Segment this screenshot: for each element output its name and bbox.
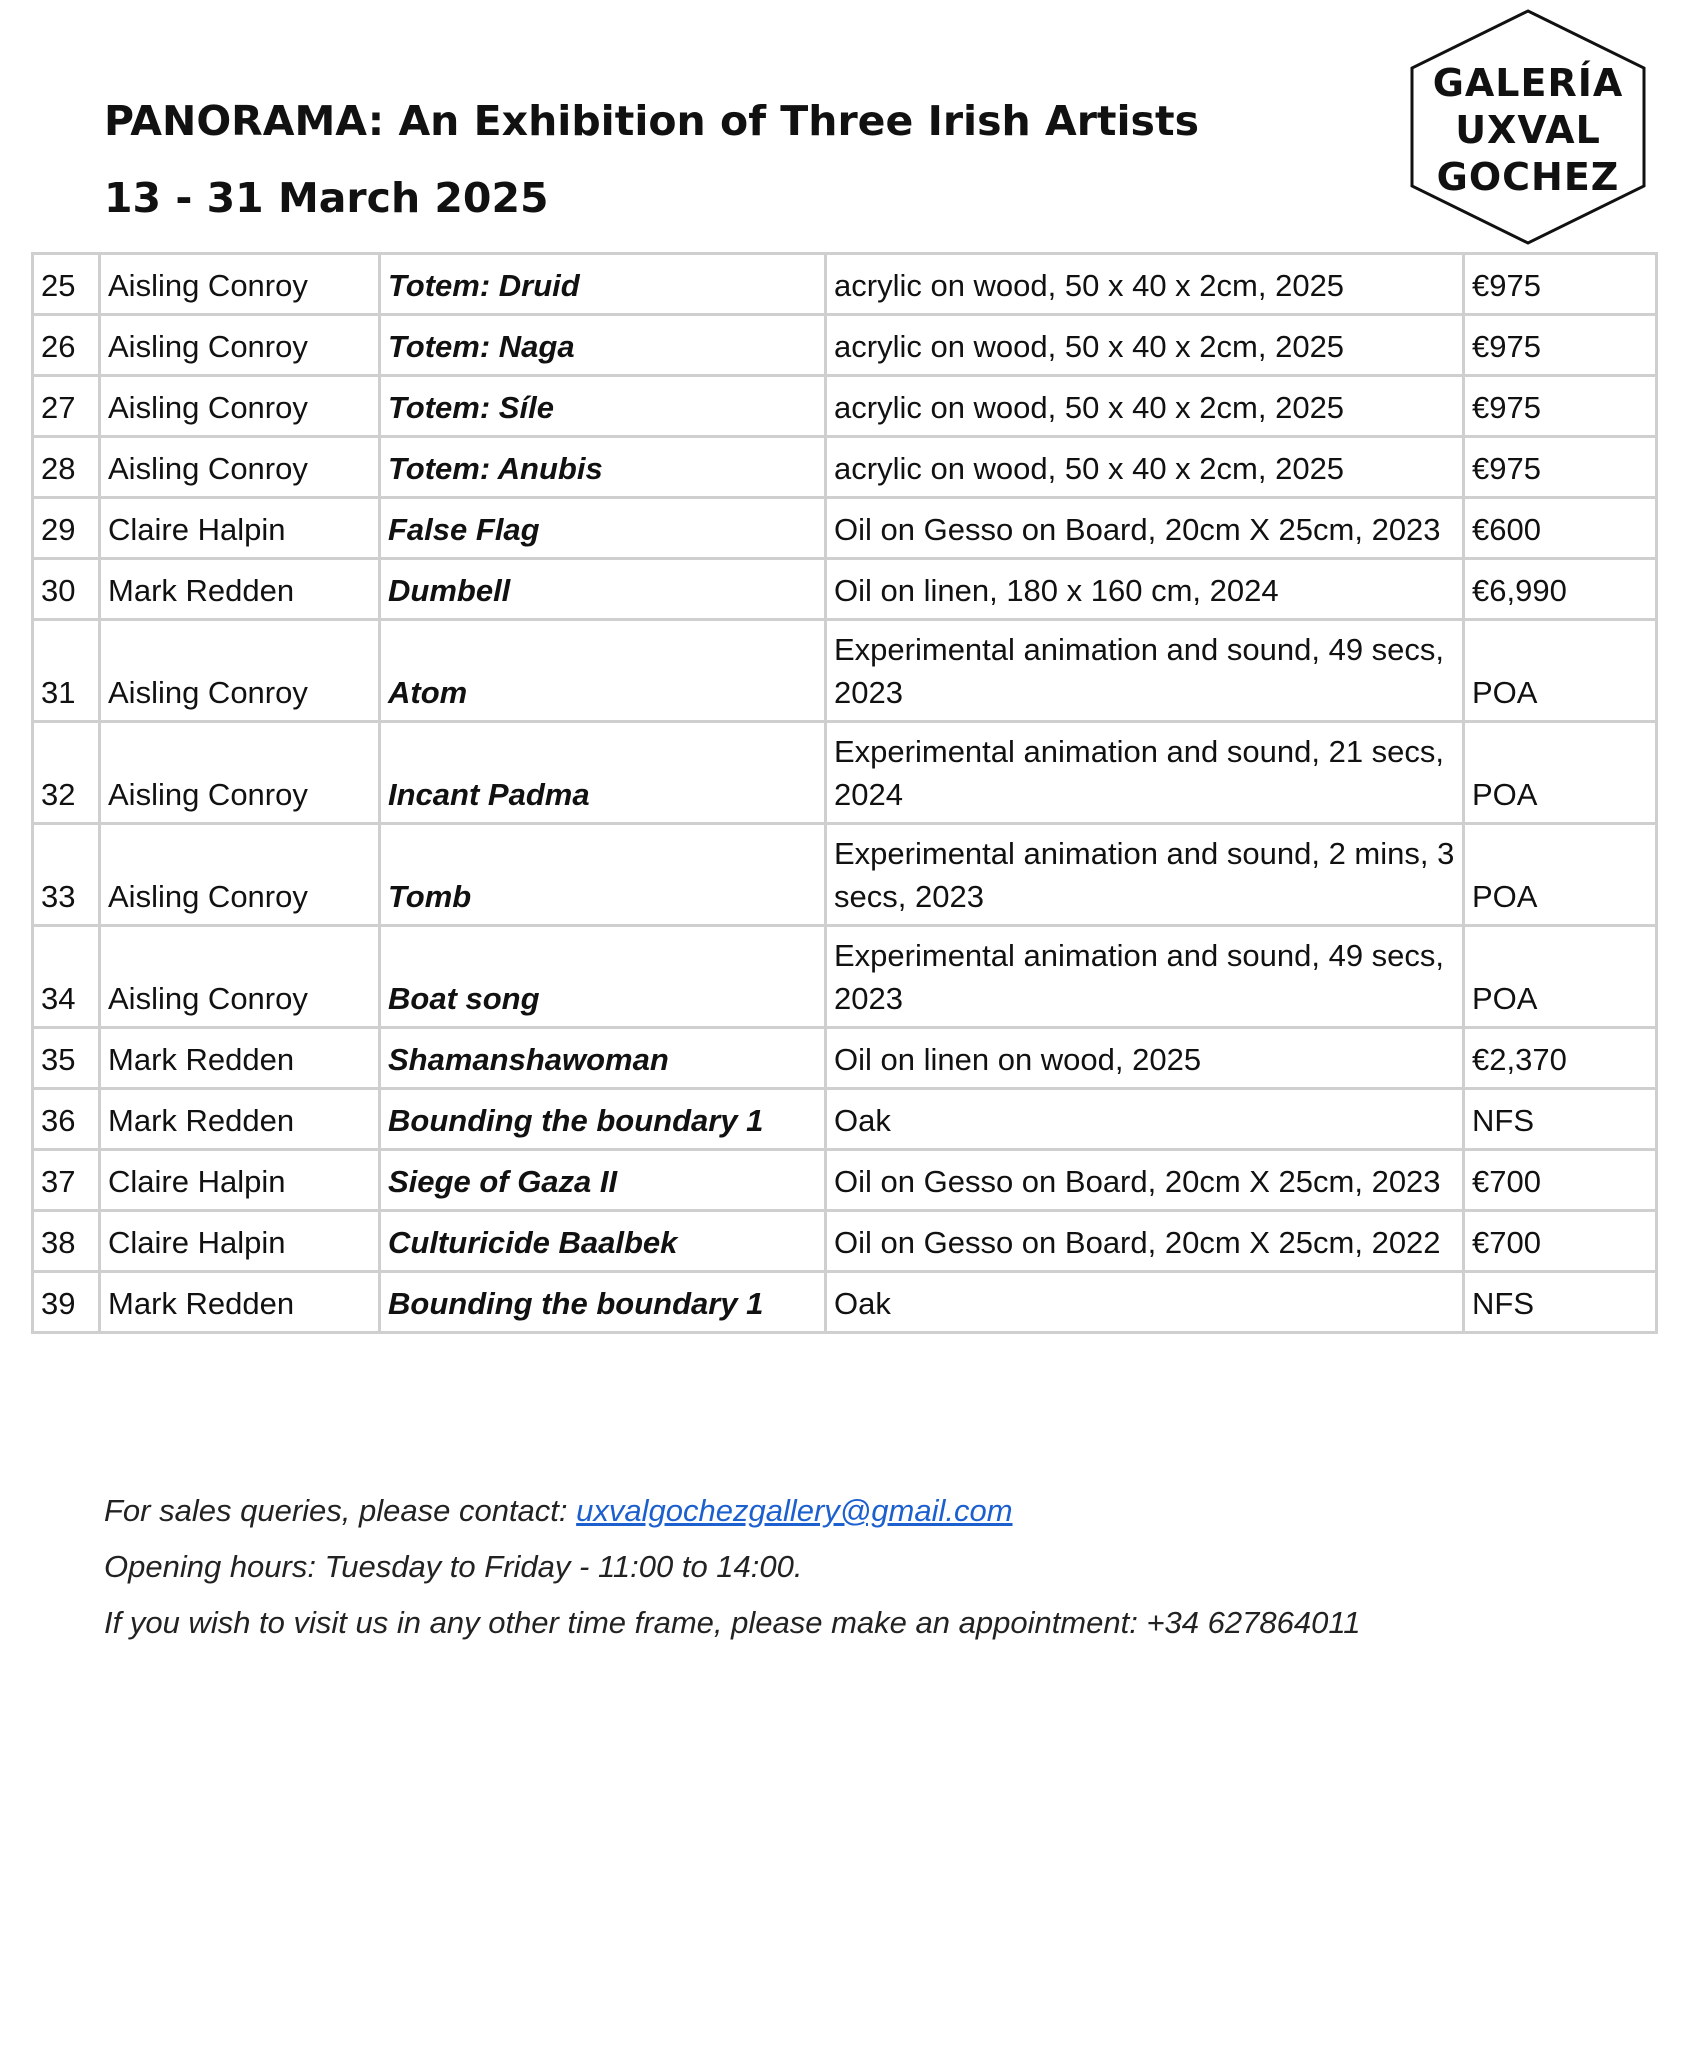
cell-title: Totem: Síle — [380, 376, 826, 437]
cell-artist: Aisling Conroy — [100, 620, 380, 722]
sales-contact — [104, 1483, 1361, 1539]
cell-title: Bounding the boundary 1 — [380, 1272, 826, 1333]
cell-number: 32 — [33, 722, 100, 824]
cell-number: 33 — [33, 824, 100, 926]
table-row — [33, 1028, 1657, 1089]
table-row — [33, 926, 1657, 1028]
appointment-note: If you wish to visit us in any other time frame, please make an appointment: +34 627864011 — [104, 1605, 1361, 1640]
cell-number: 25 — [33, 254, 100, 315]
cell-title: Totem: Druid — [380, 254, 826, 315]
cell-title: Dumbell — [380, 559, 826, 620]
cell-title: Totem: Naga — [380, 315, 826, 376]
cell-medium: Oil on Gesso on Board, 20cm X 25cm, 2023 — [826, 1150, 1464, 1211]
cell-price: €6,990 — [1464, 559, 1657, 620]
cell-number: 30 — [33, 559, 100, 620]
cell-title: Atom — [380, 620, 826, 722]
footer-notes — [104, 1483, 1361, 1651]
cell-price: €975 — [1464, 254, 1657, 315]
cell-price: POA — [1464, 620, 1657, 722]
cell-price: POA — [1464, 722, 1657, 824]
cell-medium: acrylic on wood, 50 x 40 x 2cm, 2025 — [826, 315, 1464, 376]
cell-medium: Experimental animation and sound, 2 mins, 3 secs, 2023 — [826, 824, 1464, 926]
cell-artist: Claire Halpin — [100, 1150, 380, 1211]
cell-artist: Aisling Conroy — [100, 376, 380, 437]
cell-price: €700 — [1464, 1150, 1657, 1211]
cell-artist: Mark Redden — [100, 1028, 380, 1089]
opening-hours: Opening hours: Tuesday to Friday - 11:00 to 14:00. — [104, 1549, 803, 1584]
cell-price: €975 — [1464, 437, 1657, 498]
artworks-table — [31, 252, 1658, 1334]
cell-price: €600 — [1464, 498, 1657, 559]
table-row — [33, 559, 1657, 620]
table-row — [33, 1150, 1657, 1211]
cell-price: €975 — [1464, 315, 1657, 376]
table-row — [33, 1089, 1657, 1150]
cell-number: 39 — [33, 1272, 100, 1333]
cell-number: 29 — [33, 498, 100, 559]
logo-line-3: GOCHEZ — [1436, 155, 1620, 199]
cell-medium: Oil on Gesso on Board, 20cm X 25cm, 2022 — [826, 1211, 1464, 1272]
cell-price: NFS — [1464, 1272, 1657, 1333]
cell-medium: Experimental animation and sound, 49 secs, 2023 — [826, 620, 1464, 722]
cell-number: 35 — [33, 1028, 100, 1089]
cell-artist: Aisling Conroy — [100, 722, 380, 824]
cell-medium: Oak — [826, 1089, 1464, 1150]
cell-medium: acrylic on wood, 50 x 40 x 2cm, 2025 — [826, 376, 1464, 437]
cell-title: Tomb — [380, 824, 826, 926]
cell-title: Culturicide Baalbek — [380, 1211, 826, 1272]
cell-number: 37 — [33, 1150, 100, 1211]
cell-medium: Oak — [826, 1272, 1464, 1333]
cell-artist: Aisling Conroy — [100, 824, 380, 926]
cell-artist: Claire Halpin — [100, 1211, 380, 1272]
table-row — [33, 254, 1657, 315]
table-row — [33, 824, 1657, 926]
cell-number: 36 — [33, 1089, 100, 1150]
cell-medium: Oil on linen, 180 x 160 cm, 2024 — [826, 559, 1464, 620]
cell-artist: Aisling Conroy — [100, 254, 380, 315]
table-row — [33, 376, 1657, 437]
cell-medium: acrylic on wood, 50 x 40 x 2cm, 2025 — [826, 437, 1464, 498]
logo-line-1: GALERÍA — [1432, 61, 1624, 105]
cell-medium: Oil on Gesso on Board, 20cm X 25cm, 2023 — [826, 498, 1464, 559]
cell-title: Totem: Anubis — [380, 437, 826, 498]
cell-artist: Mark Redden — [100, 559, 380, 620]
logo-line-2: UXVAL — [1455, 108, 1601, 152]
table-row — [33, 1211, 1657, 1272]
cell-artist: Claire Halpin — [100, 498, 380, 559]
cell-price: NFS — [1464, 1089, 1657, 1150]
table-row — [33, 498, 1657, 559]
cell-medium: Experimental animation and sound, 21 secs, 2024 — [826, 722, 1464, 824]
sales-prefix: For sales queries, please contact: — [104, 1493, 577, 1528]
cell-number: 38 — [33, 1211, 100, 1272]
email-link[interactable]: uxvalgochezgallery@gmail.com — [576, 1493, 1013, 1528]
cell-price: POA — [1464, 824, 1657, 926]
cell-title: Shamanshawoman — [380, 1028, 826, 1089]
cell-medium: Oil on linen on wood, 2025 — [826, 1028, 1464, 1089]
table-row — [33, 620, 1657, 722]
cell-number: 28 — [33, 437, 100, 498]
cell-number: 31 — [33, 620, 100, 722]
table-row — [33, 437, 1657, 498]
table-row — [33, 722, 1657, 824]
cell-medium: Experimental animation and sound, 49 secs, 2023 — [826, 926, 1464, 1028]
cell-title: Incant Padma — [380, 722, 826, 824]
cell-artist: Aisling Conroy — [100, 437, 380, 498]
cell-title: Siege of Gaza II — [380, 1150, 826, 1211]
gallery-logo — [1408, 8, 1648, 246]
cell-price: €700 — [1464, 1211, 1657, 1272]
cell-artist: Mark Redden — [100, 1089, 380, 1150]
table-row — [33, 1272, 1657, 1333]
page-title: PANORAMA: An Exhibition of Three Irish Artists — [104, 97, 1199, 145]
cell-number: 34 — [33, 926, 100, 1028]
cell-artist: Aisling Conroy — [100, 315, 380, 376]
cell-artist: Mark Redden — [100, 1272, 380, 1333]
cell-number: 26 — [33, 315, 100, 376]
cell-price: POA — [1464, 926, 1657, 1028]
exhibition-dates: 13 - 31 March 2025 — [104, 174, 549, 222]
cell-medium: acrylic on wood, 50 x 40 x 2cm, 2025 — [826, 254, 1464, 315]
table-row — [33, 315, 1657, 376]
cell-title: Boat song — [380, 926, 826, 1028]
cell-title: Bounding the boundary 1 — [380, 1089, 826, 1150]
cell-price: €975 — [1464, 376, 1657, 437]
cell-artist: Aisling Conroy — [100, 926, 380, 1028]
cell-price: €2,370 — [1464, 1028, 1657, 1089]
cell-number: 27 — [33, 376, 100, 437]
cell-title: False Flag — [380, 498, 826, 559]
